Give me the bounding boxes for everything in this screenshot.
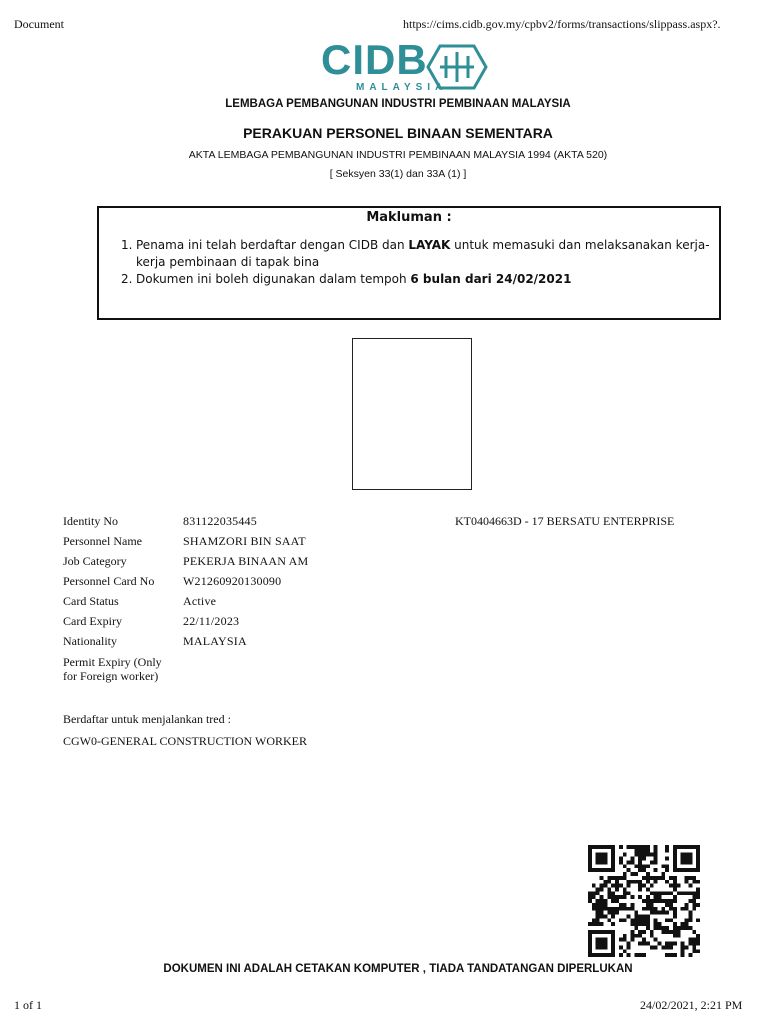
notice-list (121, 237, 721, 288)
trade-value: CGW0-GENERAL CONSTRUCTION WORKER (63, 734, 307, 748)
identity-no-value: 831122035445 (183, 514, 257, 528)
permit-expiry-label-line1: Permit Expiry (Only (63, 655, 162, 669)
page-number: 1 of 1 (14, 998, 42, 1012)
notice-item-number: 2. (121, 272, 133, 286)
card-no-label: Personnel Card No (63, 574, 155, 588)
building-mark-icon (426, 44, 488, 90)
card-expiry-label: Card Expiry (63, 614, 122, 628)
notice-item-text: untuk memasuki dan melaksanakan kerja-kerja pembinaan di tapak bina (136, 238, 710, 269)
permit-expiry-label-line2: for Foreign worker) (63, 669, 159, 683)
personnel-name-label: Personnel Name (63, 534, 142, 548)
job-category-label: Job Category (63, 554, 127, 568)
notice-item-emphasis: LAYAK (408, 238, 451, 252)
section-reference: [ Seksyen 33(1) dan 33A (1) ] (329, 168, 467, 180)
trade-label: Berdaftar untuk menjalankan tred : (63, 712, 231, 726)
identity-no-label: Identity No (63, 514, 118, 528)
notice-item (121, 271, 721, 288)
cidb-logo (318, 36, 498, 96)
notice-title: Makluman : (366, 210, 452, 225)
nationality-label: Nationality (63, 634, 117, 648)
notice-item-text: Dokumen ini boleh digunakan dalam tempoh (136, 272, 411, 286)
card-status-label: Card Status (63, 594, 119, 608)
personnel-name-value: SHAMZORI BIN SAAT (183, 534, 306, 548)
document-title: PERAKUAN PERSONEL BINAAN SEMENTARA (243, 125, 553, 141)
logo-country: MALAYSIA (356, 82, 448, 93)
organisation-name: LEMBAGA PEMBANGUNAN INDUSTRI PEMBINAAN MALAYSIA (225, 98, 571, 110)
computer-generated-note: DOKUMEN INI ADALAH CETAKAN KOMPUTER , TIADA TANDATANGAN DIPERLUKAN (163, 963, 633, 975)
print-header-url: https://cims.cidb.gov.my/cpbv2/forms/transactions/slippass.aspx?. (403, 17, 721, 31)
nationality-value: MALAYSIA (183, 634, 247, 648)
act-reference: AKTA LEMBAGA PEMBANGUNAN INDUSTRI PEMBINAAN MALAYSIA 1994 (AKTA 520) (188, 149, 608, 161)
notice-item-emphasis: 6 bulan dari 24/02/2021 (410, 272, 572, 286)
notice-item-text: Penama ini telah berdaftar dengan CIDB dan (136, 238, 409, 252)
card-no-value: W21260920130090 (183, 574, 282, 588)
print-header-title: Document (14, 17, 64, 31)
qr-code-icon (588, 845, 700, 957)
notice-box (97, 206, 721, 320)
personnel-photo (352, 338, 472, 490)
company-reference: KT0404663D - 17 BERSATU ENTERPRISE (455, 514, 675, 528)
card-expiry-value: 22/11/2023 (183, 614, 240, 628)
notice-item (121, 237, 721, 271)
job-category-value: PEKERJA BINAAN AM (183, 554, 309, 568)
card-status-value: Active (183, 594, 217, 608)
notice-item-number: 1. (121, 238, 133, 252)
print-timestamp: 24/02/2021, 2:21 PM (640, 998, 743, 1012)
logo-wordmark: CIDB (321, 36, 428, 83)
